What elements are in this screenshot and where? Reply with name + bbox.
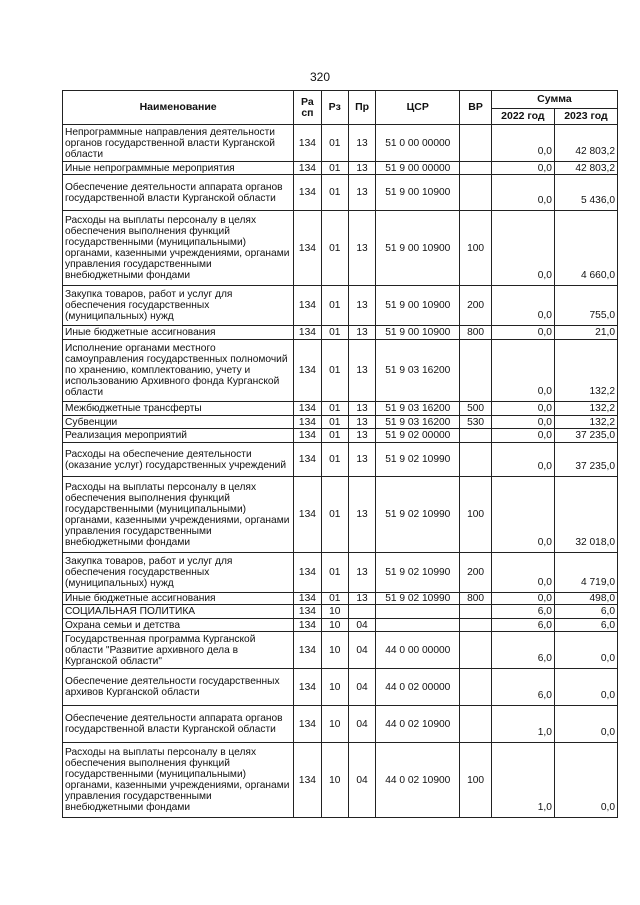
row-sum-2023: 0,0: [554, 632, 617, 669]
row-sum-2022: 6,0: [491, 632, 554, 669]
row-vr: 100: [460, 743, 492, 818]
table-row: [63, 669, 618, 706]
row-vr: 200: [460, 286, 492, 326]
row-sum-2022: 0,0: [491, 326, 554, 340]
row-sum-2023: 21,0: [554, 326, 617, 340]
row-sum-2022: 0,0: [491, 477, 554, 553]
table-row: [63, 429, 618, 443]
row-csr: 51 9 02 10990: [376, 443, 460, 477]
budget-table: [62, 90, 618, 818]
row-sum-2022: 0,0: [491, 402, 554, 416]
row-sum-2023: 4 660,0: [554, 211, 617, 286]
row-vr: [460, 162, 492, 175]
row-csr: 44 0 02 10900: [376, 743, 460, 818]
row-pr: 13: [348, 429, 375, 443]
row-pr: 13: [348, 211, 375, 286]
row-csr: 51 9 02 10990: [376, 553, 460, 593]
row-rz: 01: [321, 340, 348, 402]
row-sum-2022: 6,0: [491, 619, 554, 632]
row-sum-2022: 0,0: [491, 125, 554, 162]
row-vr: [460, 619, 492, 632]
row-sum-2022: 6,0: [491, 669, 554, 706]
row-name: Обеспечение деятельности государственных архивов Курганской области: [63, 669, 294, 706]
table-row: [63, 162, 618, 175]
row-rz: 01: [321, 326, 348, 340]
row-name: Иные непрограммные мероприятия: [63, 162, 294, 175]
row-sum-2022: 0,0: [491, 416, 554, 429]
row-name: Иные бюджетные ассигнования: [63, 593, 294, 605]
row-csr: 51 9 00 10900: [376, 326, 460, 340]
page-number: 320: [309, 70, 331, 84]
row-sum-2022: 0,0: [491, 162, 554, 175]
row-sum-2023: 498,0: [554, 593, 617, 605]
row-vr: [460, 605, 492, 619]
row-vr: [460, 443, 492, 477]
table-row: [63, 632, 618, 669]
row-pr: 04: [348, 632, 375, 669]
row-sum-2022: 0,0: [491, 593, 554, 605]
row-sum-2022: 0,0: [491, 340, 554, 402]
row-csr: 44 0 00 00000: [376, 632, 460, 669]
table-row: [63, 443, 618, 477]
row-name: Закупка товаров, работ и услуг для обеспечения государственных (муниципальных) нужд: [63, 286, 294, 326]
row-vr: 800: [460, 326, 492, 340]
row-rasp: 134: [294, 669, 321, 706]
table-row: [63, 175, 618, 211]
row-pr: 04: [348, 743, 375, 818]
header-csr: ЦСР: [376, 91, 460, 125]
row-vr: [460, 125, 492, 162]
row-rasp: 134: [294, 443, 321, 477]
row-csr: 51 9 02 10990: [376, 477, 460, 553]
row-sum-2023: 37 235,0: [554, 443, 617, 477]
row-rasp: 134: [294, 605, 321, 619]
row-rz: 01: [321, 125, 348, 162]
row-rz: 01: [321, 553, 348, 593]
row-rasp: 134: [294, 326, 321, 340]
row-sum-2023: 37 235,0: [554, 429, 617, 443]
row-csr: 44 0 02 00000: [376, 669, 460, 706]
row-csr: 51 9 03 16200: [376, 416, 460, 429]
row-rz: 10: [321, 619, 348, 632]
row-rz: 10: [321, 743, 348, 818]
row-sum-2023: 5 436,0: [554, 175, 617, 211]
header-sum: Сумма: [491, 91, 617, 109]
table-row: [63, 593, 618, 605]
row-pr: 13: [348, 162, 375, 175]
row-vr: [460, 340, 492, 402]
header-name: Наименование: [63, 91, 294, 125]
row-rasp: 134: [294, 632, 321, 669]
row-name: Охрана семьи и детства: [63, 619, 294, 632]
row-pr: 13: [348, 286, 375, 326]
table-row: [63, 605, 618, 619]
row-sum-2022: 0,0: [491, 211, 554, 286]
row-csr: 51 9 00 10900: [376, 286, 460, 326]
row-sum-2023: 4 719,0: [554, 553, 617, 593]
row-name: Непрограммные направления деятельности органов государственной власти Курганской области: [63, 125, 294, 162]
row-pr: 13: [348, 125, 375, 162]
table-row: [63, 286, 618, 326]
row-rasp: 134: [294, 706, 321, 743]
row-pr: 13: [348, 326, 375, 340]
row-sum-2023: 42 803,2: [554, 125, 617, 162]
row-name: Иные бюджетные ассигнования: [63, 326, 294, 340]
row-csr: 44 0 02 10900: [376, 706, 460, 743]
row-csr: 51 9 02 00000: [376, 429, 460, 443]
row-vr: 800: [460, 593, 492, 605]
table-row: [63, 340, 618, 402]
row-sum-2023: 755,0: [554, 286, 617, 326]
row-rz: 01: [321, 211, 348, 286]
row-vr: 100: [460, 477, 492, 553]
row-sum-2023: 6,0: [554, 619, 617, 632]
row-rz: 01: [321, 402, 348, 416]
header-vr: ВР: [460, 91, 492, 125]
row-csr: [376, 619, 460, 632]
row-rasp: 134: [294, 416, 321, 429]
row-rz: 01: [321, 477, 348, 553]
row-rasp: 134: [294, 125, 321, 162]
row-csr: 51 0 00 00000: [376, 125, 460, 162]
row-sum-2022: 0,0: [491, 443, 554, 477]
table-row: [63, 553, 618, 593]
header-year-2023: 2023 год: [554, 109, 617, 125]
row-sum-2023: 132,2: [554, 340, 617, 402]
row-vr: [460, 175, 492, 211]
table-row: [63, 706, 618, 743]
row-sum-2023: 42 803,2: [554, 162, 617, 175]
row-pr: 13: [348, 175, 375, 211]
table-row: [63, 416, 618, 429]
row-pr: [348, 605, 375, 619]
table-row: [63, 619, 618, 632]
header-rz: Рз: [321, 91, 348, 125]
row-name: Исполнение органами местного самоуправления государственных полномочий по хранению, комплектованию, учету и использованию Архивного фонда Курганской области: [63, 340, 294, 402]
row-vr: [460, 429, 492, 443]
row-name: Закупка товаров, работ и услуг для обеспечения государственных (муниципальных) нужд: [63, 553, 294, 593]
row-rasp: 134: [294, 175, 321, 211]
row-pr: 04: [348, 669, 375, 706]
row-rz: 01: [321, 416, 348, 429]
row-rz: 01: [321, 429, 348, 443]
row-rasp: 134: [294, 593, 321, 605]
row-rasp: 134: [294, 402, 321, 416]
row-csr: 51 9 00 10900: [376, 211, 460, 286]
row-name: СОЦИАЛЬНАЯ ПОЛИТИКА: [63, 605, 294, 619]
row-name: Обеспечение деятельности аппарата органов государственной власти Курганской области: [63, 706, 294, 743]
row-rz: 10: [321, 669, 348, 706]
row-pr: 13: [348, 443, 375, 477]
row-vr: 500: [460, 402, 492, 416]
row-rz: 01: [321, 175, 348, 211]
row-vr: 200: [460, 553, 492, 593]
row-vr: [460, 632, 492, 669]
header-year-2022: 2022 год: [491, 109, 554, 125]
row-csr: 51 9 03 16200: [376, 340, 460, 402]
row-vr: 100: [460, 211, 492, 286]
row-vr: [460, 706, 492, 743]
row-vr: [460, 669, 492, 706]
row-rasp: 134: [294, 477, 321, 553]
row-sum-2022: 0,0: [491, 286, 554, 326]
row-pr: 04: [348, 706, 375, 743]
row-pr: 13: [348, 402, 375, 416]
row-csr: 51 9 03 16200: [376, 402, 460, 416]
row-pr: 13: [348, 477, 375, 553]
row-rasp: 134: [294, 553, 321, 593]
row-csr: 51 9 00 00000: [376, 162, 460, 175]
row-name: Межбюджетные трансферты: [63, 402, 294, 416]
row-rasp: 134: [294, 340, 321, 402]
row-sum-2022: 1,0: [491, 743, 554, 818]
row-sum-2023: 0,0: [554, 669, 617, 706]
table-body: [63, 125, 618, 818]
row-pr: 13: [348, 416, 375, 429]
table-row: [63, 743, 618, 818]
row-sum-2023: 0,0: [554, 743, 617, 818]
row-rz: 01: [321, 593, 348, 605]
row-sum-2023: 6,0: [554, 605, 617, 619]
header-pr: Пр: [348, 91, 375, 125]
row-sum-2022: 1,0: [491, 706, 554, 743]
row-rasp: 134: [294, 286, 321, 326]
table-row: [63, 326, 618, 340]
row-name: Расходы на обеспечение деятельности (оказание услуг) государственных учреждений: [63, 443, 294, 477]
table-row: [63, 402, 618, 416]
row-pr: 13: [348, 593, 375, 605]
row-rasp: 134: [294, 619, 321, 632]
row-pr: 04: [348, 619, 375, 632]
table-row: [63, 211, 618, 286]
row-sum-2022: 6,0: [491, 605, 554, 619]
header-rasp: Ра сп: [294, 91, 321, 125]
row-sum-2023: 132,2: [554, 416, 617, 429]
row-sum-2023: 32 018,0: [554, 477, 617, 553]
row-name: Реализация мероприятий: [63, 429, 294, 443]
row-name: Расходы на выплаты персоналу в целях обеспечения выполнения функций государственными (муниципальными) органами, казенными учреждениями, органами управления государственными внебюджетными фондами: [63, 477, 294, 553]
row-sum-2022: 0,0: [491, 553, 554, 593]
row-rz: 01: [321, 162, 348, 175]
row-name: Обеспечение деятельности аппарата органов государственной власти Курганской области: [63, 175, 294, 211]
row-rasp: 134: [294, 743, 321, 818]
row-rasp: 134: [294, 429, 321, 443]
row-pr: 13: [348, 340, 375, 402]
row-sum-2023: 132,2: [554, 402, 617, 416]
table-row: [63, 125, 618, 162]
row-pr: 13: [348, 553, 375, 593]
row-sum-2022: 0,0: [491, 175, 554, 211]
row-rz: 10: [321, 706, 348, 743]
row-rz: 10: [321, 605, 348, 619]
row-vr: 530: [460, 416, 492, 429]
table-row: [63, 477, 618, 553]
row-rz: 10: [321, 632, 348, 669]
row-rasp: 134: [294, 211, 321, 286]
row-rasp: 134: [294, 162, 321, 175]
row-name: Субвенции: [63, 416, 294, 429]
row-rz: 01: [321, 443, 348, 477]
row-sum-2023: 0,0: [554, 706, 617, 743]
row-sum-2022: 0,0: [491, 429, 554, 443]
row-name: Расходы на выплаты персоналу в целях обеспечения выполнения функций государственными (муниципальными) органами, казенными учреждениями, органами управления государственными внебюджетными фондами: [63, 211, 294, 286]
row-name: Расходы на выплаты персоналу в целях обеспечения выполнения функций государственными (муниципальными) органами, казенными учреждениями, органами управления государственными внебюджетными фондами: [63, 743, 294, 818]
row-csr: 51 9 02 10990: [376, 593, 460, 605]
row-name: Государственная программа Курганской области "Развитие архивного дела в Курганской области": [63, 632, 294, 669]
row-rz: 01: [321, 286, 348, 326]
row-csr: 51 9 00 10900: [376, 175, 460, 211]
row-csr: [376, 605, 460, 619]
